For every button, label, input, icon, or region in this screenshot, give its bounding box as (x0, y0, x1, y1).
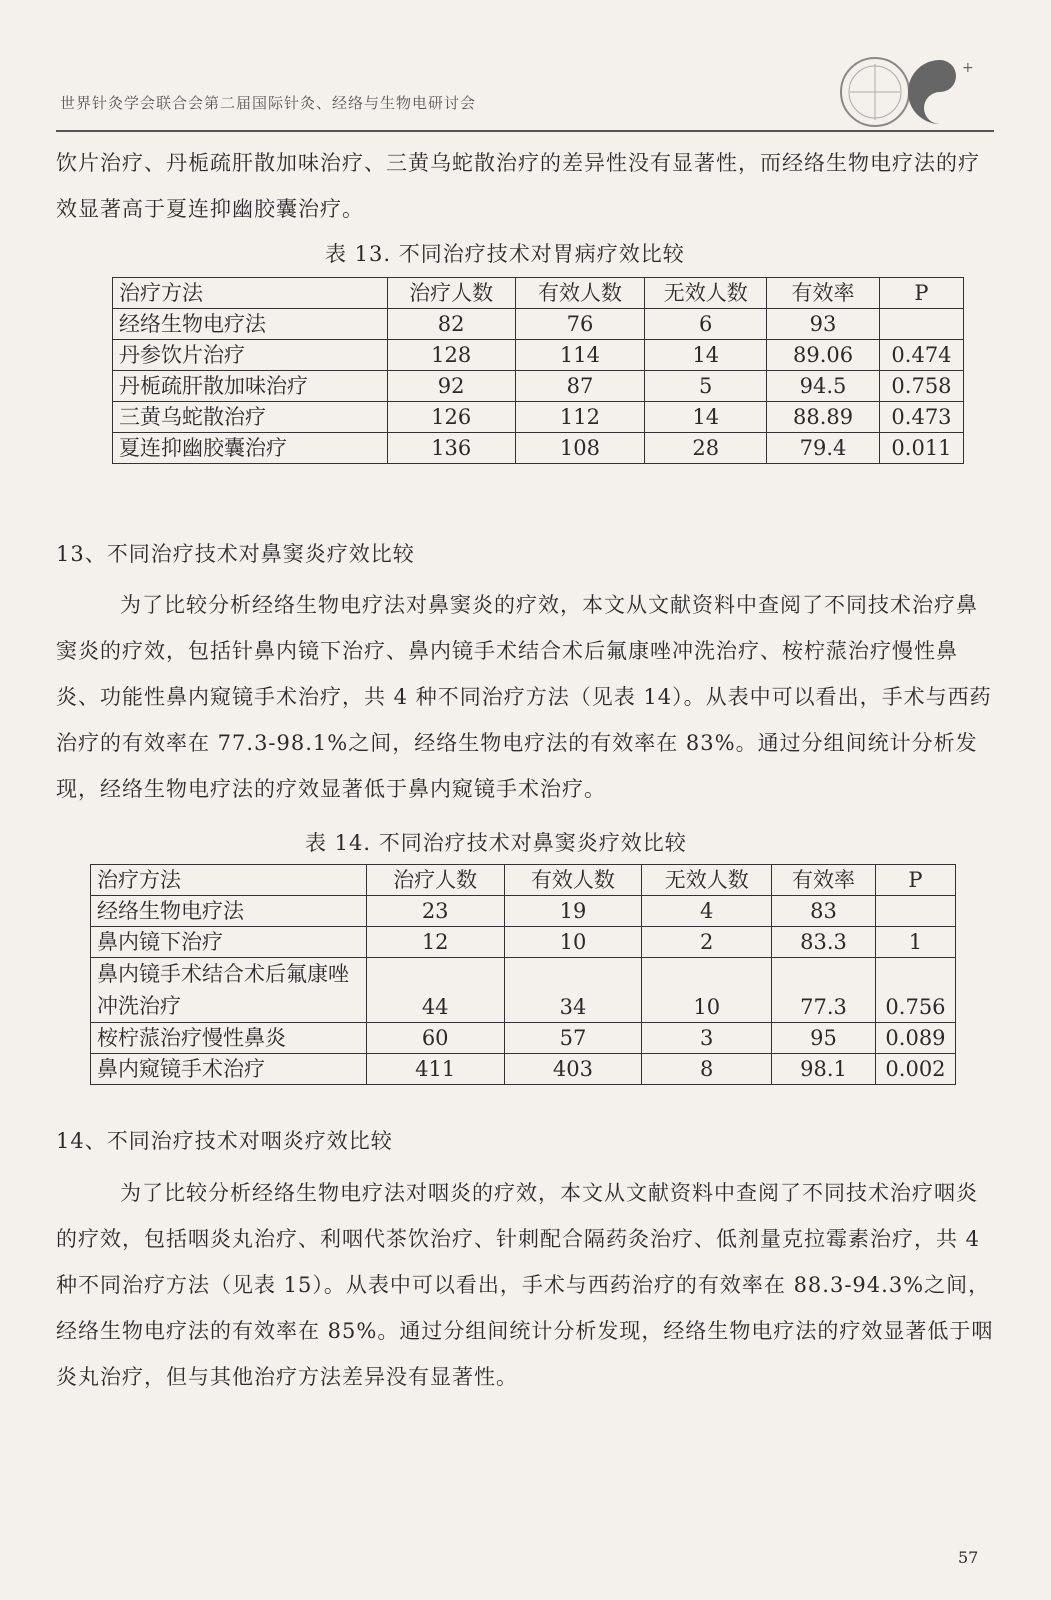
table-cell: 0.474 (879, 340, 963, 371)
column-header: 无效人数 (642, 865, 772, 896)
conference-logo-icon (830, 50, 980, 130)
column-header: 有效率 (772, 865, 876, 896)
table-cell: 8 (642, 1054, 772, 1085)
header-rule (56, 130, 994, 132)
table-cell: 28 (645, 433, 767, 464)
table-cell: 19 (504, 896, 642, 927)
table-cell: 76 (515, 309, 645, 340)
table13 (112, 277, 964, 464)
table-cell: 411 (366, 1054, 504, 1085)
column-header: 治疗方法 (113, 278, 388, 309)
table-cell: 0.756 (875, 958, 955, 1023)
table-cell: 鼻内窥镜手术治疗 (91, 1054, 367, 1085)
table-cell: 夏连抑幽胶囊治疗 (113, 433, 388, 464)
table-cell: 77.3 (772, 958, 876, 1023)
column-header: 有效人数 (504, 865, 642, 896)
section13-paragraph: 为了比较分析经络生物电疗法对鼻窦炎的疗效，本文从文献资料中查阅了不同技术治疗鼻窦炎的疗效，包括针鼻内镜下治疗、鼻内镜手术结合术后氟康唑冲洗治疗、桉柠蒎治疗慢性鼻炎、功能性鼻内窥镜手术治疗，共 4 种不同治疗方法（见表 14）。从表中可以看出，手术与西药治疗的有效率在 77.3-98.1%之间，经络生物电疗法的有效率在 83%。通过分组间统计分析发现，经络生物电疗法的疗效显著低于鼻内窥镜手术治疗。 (56, 593, 992, 801)
column-header: 治疗人数 (387, 278, 515, 309)
table-cell: 98.1 (772, 1054, 876, 1085)
table-cell: 0.002 (875, 1054, 955, 1085)
table-cell: 0.473 (879, 402, 963, 433)
table-cell: 112 (515, 402, 645, 433)
table-cell: 83.3 (772, 927, 876, 958)
column-header: 无效人数 (645, 278, 767, 309)
table-cell: 23 (366, 896, 504, 927)
table13-caption: 表 13. 不同治疗技术对胃病疗效比较 (325, 242, 685, 266)
table-cell (879, 309, 963, 340)
table-cell: 126 (387, 402, 515, 433)
table-cell: 44 (366, 958, 504, 1023)
table-row (91, 927, 956, 958)
table-row (113, 309, 964, 340)
section14-paragraph: 为了比较分析经络生物电疗法对咽炎的疗效，本文从文献资料中查阅了不同技术治疗咽炎的疗效，包括咽炎丸治疗、利咽代茶饮治疗、针刺配合隔药灸治疗、低剂量克拉霉素治疗，共 4 种不同治疗方法（见表 15）。从表中可以看出，手术与西药治疗的有效率在 88.3-94.3%之间，经络生物电疗法的有效率在 85%。通过分组间统计分析发现，经络生物电疗法的疗效显著低于咽炎丸治疗，但与其他治疗方法差异没有显著性。 (56, 1181, 994, 1389)
table-cell: 6 (645, 309, 767, 340)
table-cell: 60 (366, 1023, 504, 1054)
table-cell: 136 (387, 433, 515, 464)
table-cell: 82 (387, 309, 515, 340)
column-header: 治疗方法 (91, 865, 367, 896)
table-cell: 4 (642, 896, 772, 927)
table-cell: 经络生物电疗法 (91, 896, 367, 927)
table-cell: 鼻内镜手术结合术后氟康唑冲洗治疗 (91, 958, 367, 1023)
table-cell: 0.089 (875, 1023, 955, 1054)
table-cell: 94.5 (767, 371, 880, 402)
table-cell: 3 (642, 1023, 772, 1054)
page-number: 57 (958, 1548, 979, 1567)
table-cell: 1 (875, 927, 955, 958)
table-cell: 14 (645, 340, 767, 371)
table-cell: 14 (645, 402, 767, 433)
table-row (91, 1023, 956, 1054)
table-cell: 0.758 (879, 371, 963, 402)
table-cell: 12 (366, 927, 504, 958)
table-cell: 88.89 (767, 402, 880, 433)
table-row (91, 896, 956, 927)
table-cell: 0.011 (879, 433, 963, 464)
table-cell: 108 (515, 433, 645, 464)
table-row (113, 340, 964, 371)
table14-caption: 表 14. 不同治疗技术对鼻窦炎疗效比较 (305, 831, 687, 855)
table14 (90, 864, 956, 1085)
running-header: 世界针灸学会联合会第二届国际针灸、经络与生物电研讨会 (60, 94, 477, 112)
section13-title: 13、不同治疗技术对鼻窦炎疗效比较 (56, 542, 415, 566)
table-cell: 92 (387, 371, 515, 402)
table-row (113, 371, 964, 402)
table-row (113, 402, 964, 433)
table-cell: 114 (515, 340, 645, 371)
table-cell: 2 (642, 927, 772, 958)
table-row (113, 433, 964, 464)
table-cell: 丹栀疏肝散加味治疗 (113, 371, 388, 402)
table-cell: 34 (504, 958, 642, 1023)
table-cell: 89.06 (767, 340, 880, 371)
table-header-row (113, 278, 964, 309)
svg-text:+: + (962, 60, 974, 76)
table-cell (875, 896, 955, 927)
table-cell: 10 (504, 927, 642, 958)
table-cell: 57 (504, 1023, 642, 1054)
column-header: P (875, 865, 955, 896)
table-cell: 95 (772, 1023, 876, 1054)
table-row (91, 958, 956, 1023)
table-cell: 87 (515, 371, 645, 402)
table-header-row (91, 865, 956, 896)
column-header: 治疗人数 (366, 865, 504, 896)
column-header: 有效率 (767, 278, 880, 309)
table-cell: 79.4 (767, 433, 880, 464)
table-cell: 丹参饮片治疗 (113, 340, 388, 371)
table-cell: 三黄乌蛇散治疗 (113, 402, 388, 433)
table-cell: 10 (642, 958, 772, 1023)
column-header: 有效人数 (515, 278, 645, 309)
table-cell: 鼻内镜下治疗 (91, 927, 367, 958)
section14-title: 14、不同治疗技术对咽炎疗效比较 (56, 1129, 393, 1153)
column-header: P (879, 278, 963, 309)
table-cell: 5 (645, 371, 767, 402)
table-cell: 403 (504, 1054, 642, 1085)
intro-paragraph: 饮片治疗、丹栀疏肝散加味治疗、三黄乌蛇散治疗的差异性没有显著性，而经络生物电疗法的疗效显著高于夏连抑幽胶囊治疗。 (56, 151, 980, 221)
table-cell: 83 (772, 896, 876, 927)
table-cell: 经络生物电疗法 (113, 309, 388, 340)
table-cell: 128 (387, 340, 515, 371)
table-cell: 93 (767, 309, 880, 340)
table-cell: 桉柠蒎治疗慢性鼻炎 (91, 1023, 367, 1054)
table-row (91, 1054, 956, 1085)
